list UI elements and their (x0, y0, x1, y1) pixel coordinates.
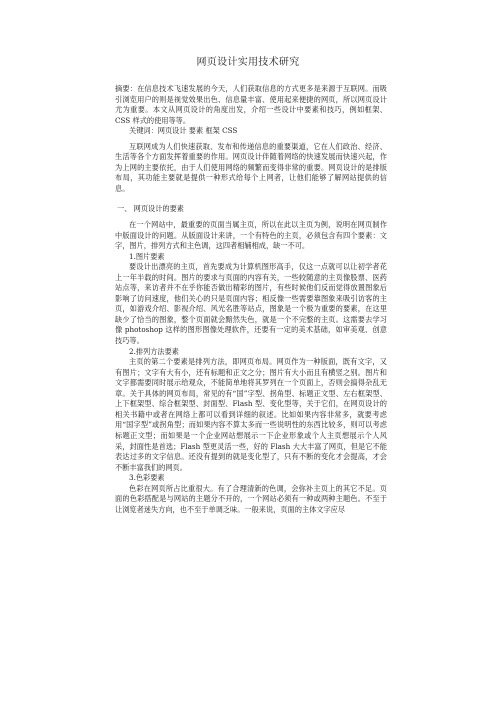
intro-paragraph: 互联网成为人们快速获取、发布和传递信息的重要渠道，它在人们政治、经济、生活等各个方面发挥着重要的作用。网页设计伴随着网络的快速发展而快速兴起，作为上网的主要依托，由于人们使用网络的频繁而变得非常的重要。网页设计的是排版布局，其功能主要就是提供一种形式给每个上网者，让他们能够了解网站提供的信息。 (115, 141, 387, 193)
subheading-color-element: 3.色彩要素 (129, 473, 165, 483)
image-element-paragraph: 要设计出漂亮的主页，首先要成为计算机图形高手，仅这一点就可以让初学者花上一年半载的时间。图片的要求与页面的内容有关，一些较随意的主页像股票、医药站点等，来访者并不在乎你能否做出精彩的图片，有些时候他们反而觉得放置图象后影响了访问速度，他们关心的只是页面内容；相反像一些需要靠图象来吸引访客的主页，如游戏介绍、影视介绍、风光名胜等站点，图象是一个极为重要的要素，在这里缺少了恰当的图象，整个页面就会黯然失色，就是一个不完整的主页。这需要去学习像 photoshop 这样的图形图像处理软件，还要有一定的美术基础，如审美观、创意技巧等。 (115, 262, 387, 346)
layout-element-paragraph: 主页的第二个要素是排列方法，即网页布局。网页作为一种版面，既有文字，又有图片；文字有大有小，还有标题和正文之分；图片有大小而且有横竖之别。图片和文字都需要同时展示给观众，不能简单地将其罗列在一个页面上，否则会搞得杂乱无章。关于具体的网页布局，常见的有“国”字型、拐角型、标题正文型、左右框架型、上下框架型、综合框架型、封面型、Flash 型、变化型等，关于它们，在网页设计的相关书籍中或者在网络上都可以看到详细的叙述。比如如果内容非常多，就要考虑用“国字型”或拐角型；而如果内容不算太多而一些说明性的东西比较多，则可以考虑标题正文型；而如果是一个企业网站想展示一下企业形象或个人主页想展示个人风采，封面性是首选；Flash 型更灵活一些，好的 Flash 大大丰富了网页，但是它不能表达过多的文字信息。还没有提到的就是变化型了，只有不断的变化才会提高，才会不断丰富我们的网页。 (115, 357, 387, 472)
subheading-layout-element: 2.排列方法要素 (129, 346, 179, 356)
keywords-line: 关键词：网页设计 要素 框架 CSS (129, 126, 238, 136)
document-title: 网页设计实用技术研究 (196, 57, 300, 68)
color-element-paragraph: 色彩在网页所占比重很大。有了合理清新的色调，会弥补主页上的其它不足。页面的色彩搭配是与网站的主题分不开的，一个网站必须有一种或两种主题色。不至于让浏览者迷失方向，也不至于单调乏味。一般来说，页面的主体文字应尽 (115, 483, 387, 514)
subheading-image-element: 1.图片要素 (129, 251, 165, 261)
section-heading-1: 一、 网页设计的要素 (117, 204, 184, 214)
document-body (115, 84, 387, 515)
abstract-paragraph: 摘要：在信息技术飞速发展的今天，人们获取信息的方式更多是来源于互联网。而吸引浏览用户的则是视觉效果出色、信息量丰富、使用起来便捷的网页，所以网页设计尤为重要。本文从网页设计的角度出发，介绍一些设计中要素和技巧，例如框架、CSS 样式的使用等等。 (115, 84, 387, 125)
section-1-intro-paragraph: 在一个网站中，最重要的页面当属主页，所以在此以主页为例，说明在网页制作中版面设计的问题。从版面设计来讲，一个有特色的主页，必须包含有四个要素：文字，图片，排列方式和主色调，这四者相辅相成，缺一不可。 (115, 220, 387, 251)
